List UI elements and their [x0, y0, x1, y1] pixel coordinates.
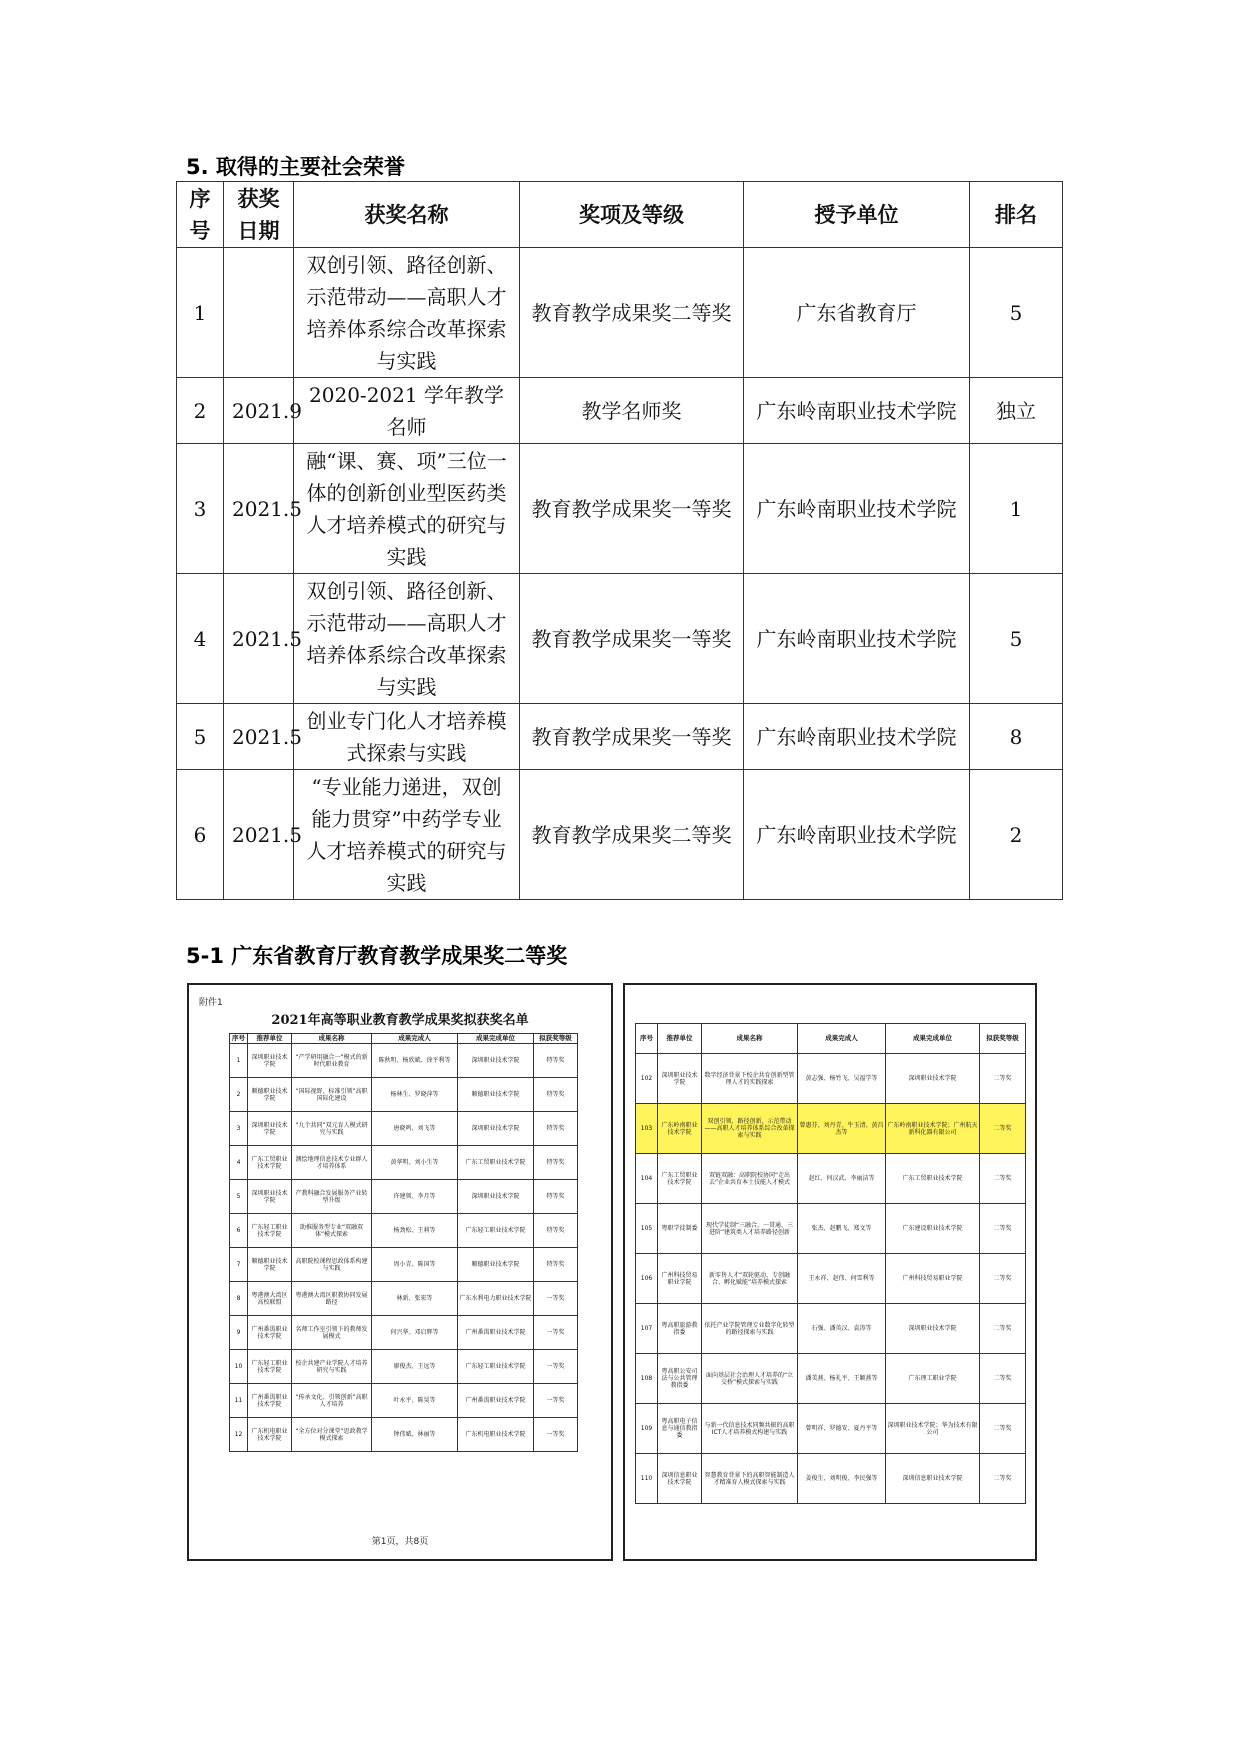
list-item [230, 1214, 578, 1248]
list-item [636, 1454, 1026, 1504]
cell-name: “专业能力递进，双创能力贯穿”中药学专业人才培养模式的研究与实践 [294, 770, 520, 900]
mini-cell-no: 110 [636, 1454, 658, 1504]
mini-cell-name: 双创引领、路径创新、示范带动——高职人才培养体系综合改革探索与实践 [702, 1104, 798, 1154]
mini-cell-people: 叶永平、陈昊等 [372, 1384, 458, 1418]
mini-cell-org: 深圳职业技术学院；华为技术有限公司 [886, 1404, 980, 1454]
mini-cell-people: 陈秋明、杨欣斌、徐平利等 [372, 1044, 458, 1078]
mini-cell-level: 特等奖 [534, 1146, 578, 1180]
cell-rank: 5 [970, 248, 1063, 378]
mini-cell-name: “国际视野、标准引领”高职国际化建设 [292, 1078, 372, 1112]
mini-cell-unit: 粤高职旅游教指委 [658, 1304, 702, 1354]
cell-rank: 2 [970, 770, 1063, 900]
mini-cell-no: 5 [230, 1180, 248, 1214]
mini-cell-org: 深圳职业技术学院 [886, 1054, 980, 1104]
list-item [230, 1384, 578, 1418]
mini-cell-org: 顺德职业技术学院 [458, 1248, 534, 1282]
cell-date: 2021.5 [224, 770, 294, 900]
mini-cell-unit: 顺德职业技术学院 [248, 1078, 292, 1112]
list-item [636, 1204, 1026, 1254]
list-item [636, 1254, 1026, 1304]
mini-cell-name: 粤港澳大湾区职教协同发展路径 [292, 1282, 372, 1316]
mini-cell-unit: 粤高职公安司法与公共管理教指委 [658, 1354, 702, 1404]
mini-cell-name: 智慧教育背景下的高职智能制造人才精准育人模式探索与实践 [702, 1454, 798, 1504]
cell-level: 教育教学成果奖一等奖 [520, 574, 744, 704]
cell-name: 双创引领、路径创新、示范带动——高职人才培养体系综合改革探索与实践 [294, 248, 520, 378]
table-row [177, 770, 1063, 900]
mini-cell-level: 特等奖 [534, 1248, 578, 1282]
mini-cell-name: 助推服务型专业“双融双体”模式探索 [292, 1214, 372, 1248]
mini-cell-unit: 粤职学徒制委 [658, 1204, 702, 1254]
right-col-unit: 推荐单位 [658, 1024, 702, 1054]
mini-cell-unit: 粤港澳大湾区高校联盟 [248, 1282, 292, 1316]
mini-cell-no: 108 [636, 1354, 658, 1404]
mini-cell-unit: 深圳职业技术学院 [658, 1054, 702, 1104]
mini-cell-people: 姜俊生、刘明俊、李民强等 [798, 1454, 886, 1504]
right-col-name: 成果名称 [702, 1024, 798, 1054]
mini-cell-org: 深圳职业技术学院 [458, 1180, 534, 1214]
mini-cell-no: 104 [636, 1154, 658, 1204]
right-document-image [623, 983, 1037, 1561]
cell-unit: 广东岭南职业技术学院 [744, 704, 970, 770]
mini-cell-name: “产学研用融合一”模式的新时代职业教育 [292, 1044, 372, 1078]
section-title: 5. 取得的主要社会荣誉 [186, 155, 405, 179]
list-item [230, 1248, 578, 1282]
mini-cell-unit: 顺德职业技术学院 [248, 1248, 292, 1282]
mini-cell-people: 曾惠芬、刘丹青、牛玉清、黄昌杰等 [798, 1104, 886, 1154]
cell-rank: 5 [970, 574, 1063, 704]
table-row [177, 378, 1063, 444]
cell-unit: 广东岭南职业技术学院 [744, 770, 970, 900]
mini-cell-name: 新零售人才“双轮驱动、专创融合、孵化赋能”培养模式探索 [702, 1254, 798, 1304]
col-header-unit: 授予单位 [744, 182, 970, 248]
mini-cell-level: 特等奖 [534, 1078, 578, 1112]
mini-cell-level: 一等奖 [534, 1384, 578, 1418]
mini-cell-org: 广州番禺职业技术学院 [458, 1384, 534, 1418]
cell-unit: 广东省教育厅 [744, 248, 970, 378]
cell-unit: 广东岭南职业技术学院 [744, 378, 970, 444]
mini-cell-level: 特等奖 [534, 1112, 578, 1146]
mini-cell-name: 数字经济背景下校企共育创新型管理人才的实践探索 [702, 1054, 798, 1104]
list-item [230, 1282, 578, 1316]
cell-unit: 广东岭南职业技术学院 [744, 574, 970, 704]
left-col-people: 成果完成人 [372, 1034, 458, 1044]
mini-cell-unit: 广东轻工职业技术学院 [248, 1214, 292, 1248]
cell-date: 2021.9 [224, 378, 294, 444]
mini-cell-level: 一等奖 [534, 1418, 578, 1452]
mini-cell-org: 深圳职业技术学院 [458, 1044, 534, 1078]
cell-name: 双创引领、路径创新、示范带动——高职人才培养体系综合改革探索与实践 [294, 574, 520, 704]
left-document-image [187, 983, 613, 1561]
list-item [636, 1154, 1026, 1204]
honors-table [176, 181, 1063, 900]
table-row [177, 704, 1063, 770]
mini-cell-people: 周小青、陈国等 [372, 1248, 458, 1282]
mini-cell-name: 名师工作室引领下的教师发展模式 [292, 1316, 372, 1350]
col-header-rank: 排名 [970, 182, 1063, 248]
mini-cell-org: 广东水利电力职业技术学院 [458, 1282, 534, 1316]
mini-cell-level: 二等奖 [980, 1304, 1026, 1354]
cell-level: 教育教学成果奖二等奖 [520, 770, 744, 900]
mini-cell-unit: 广东轻工职业技术学院 [248, 1350, 292, 1384]
mini-cell-level: 特等奖 [534, 1180, 578, 1214]
mini-cell-no: 107 [636, 1304, 658, 1354]
cell-no: 6 [177, 770, 224, 900]
left-col-org: 成果完成单位 [458, 1034, 534, 1044]
mini-cell-org: 广东机电职业技术学院 [458, 1418, 534, 1452]
col-header-no: 序号 [177, 182, 224, 248]
mini-cell-org: 深圳信息职业技术学院 [886, 1454, 980, 1504]
mini-cell-name: 测绘地理信息技术专业群人才培养体系 [292, 1146, 372, 1180]
mini-cell-people: 廖俊杰、王远等 [372, 1350, 458, 1384]
cell-date [224, 248, 294, 378]
honors-header-row [177, 182, 1063, 248]
list-item [230, 1044, 578, 1078]
cell-rank: 独立 [970, 378, 1063, 444]
col-header-date: 获奖日期 [224, 182, 294, 248]
mini-cell-unit: 深圳信息职业技术学院 [658, 1454, 702, 1504]
mini-cell-people: 赵红、何汉武、李丽洁等 [798, 1154, 886, 1204]
list-item [230, 1146, 578, 1180]
list-item [636, 1054, 1026, 1104]
right-col-no: 序号 [636, 1024, 658, 1054]
mini-cell-level: 二等奖 [980, 1054, 1026, 1104]
mini-cell-people: 唐晓鸣、刘飞等 [372, 1112, 458, 1146]
mini-cell-no: 4 [230, 1146, 248, 1180]
col-header-level: 奖项及等级 [520, 182, 744, 248]
subsection-title: 5-1 广东省教育厅教育教学成果奖二等奖 [186, 944, 568, 968]
mini-cell-level: 特等奖 [534, 1214, 578, 1248]
mini-cell-people: 钟伟斌、林丽等 [372, 1418, 458, 1452]
mini-cell-no: 8 [230, 1282, 248, 1316]
mini-cell-name: “九个共同”双元育人模式研究与实践 [292, 1112, 372, 1146]
mini-cell-level: 特等奖 [534, 1044, 578, 1078]
mini-cell-unit: 广东工贸职业技术学院 [248, 1146, 292, 1180]
mini-cell-people: 黄华明、刘小生等 [372, 1146, 458, 1180]
mini-cell-people: 潘美燕、杨礼平、王颖燕等 [798, 1354, 886, 1404]
mini-cell-name: “传承文化、引领创新”高职人才培养 [292, 1384, 372, 1418]
page-footer: 第1页，共8页 [371, 1537, 429, 1547]
cell-level: 教育教学成果奖一等奖 [520, 704, 744, 770]
mini-cell-no: 2 [230, 1078, 248, 1112]
mini-cell-unit: 广东机电职业技术学院 [248, 1418, 292, 1452]
left-col-name: 成果名称 [292, 1034, 372, 1044]
list-item [230, 1418, 578, 1452]
mini-cell-people: 何兴华、邓启辉等 [372, 1316, 458, 1350]
mini-cell-people: 许建领、李月等 [372, 1180, 458, 1214]
table-row [177, 444, 1063, 574]
list-item [230, 1078, 578, 1112]
cell-level: 教育教学成果奖一等奖 [520, 444, 744, 574]
left-col-unit: 推荐单位 [248, 1034, 292, 1044]
mini-cell-org: 广州番禺职业技术学院 [458, 1316, 534, 1350]
mini-cell-level: 一等奖 [534, 1282, 578, 1316]
mini-cell-people: 杨林生、罗晓萍等 [372, 1078, 458, 1112]
cell-no: 3 [177, 444, 224, 574]
cell-level: 教学名师奖 [520, 378, 744, 444]
mini-cell-org: 顺德职业技术学院 [458, 1078, 534, 1112]
mini-cell-name: 面向基层社会治理人才培养的“立交桥”模式探索与实践 [702, 1354, 798, 1404]
mini-cell-level: 二等奖 [980, 1154, 1026, 1204]
mini-cell-org: 广东轻工职业技术学院 [458, 1214, 534, 1248]
list-item [230, 1316, 578, 1350]
mini-cell-org: 广东工贸职业技术学院 [458, 1146, 534, 1180]
list-item [230, 1112, 578, 1146]
mini-cell-unit: 广东工贸职业技术学院 [658, 1154, 702, 1204]
mini-cell-no: 12 [230, 1418, 248, 1452]
table-row [177, 248, 1063, 378]
cell-rank: 8 [970, 704, 1063, 770]
cell-no: 1 [177, 248, 224, 378]
mini-cell-level: 一等奖 [534, 1316, 578, 1350]
right-col-people: 成果完成人 [798, 1024, 886, 1054]
right-doc-table [635, 1023, 1026, 1504]
mini-cell-unit: 粤高职电子信息与通信教指委 [658, 1404, 702, 1454]
left-doc-title: 2021年高等职业教育教学成果奖拟获奖名单 [271, 1013, 529, 1028]
mini-cell-org: 广东建设职业技术学院 [886, 1204, 980, 1254]
cell-name: 创业专门化人才培养模式探索与实践 [294, 704, 520, 770]
mini-cell-no: 11 [230, 1384, 248, 1418]
col-header-name: 获奖名称 [294, 182, 520, 248]
cell-no: 4 [177, 574, 224, 704]
cell-rank: 1 [970, 444, 1063, 574]
mini-cell-people: 曾明祥、罗德安、夏丹平等 [798, 1404, 886, 1454]
mini-cell-unit: 深圳职业技术学院 [248, 1112, 292, 1146]
cell-name: 2020-2021 学年教学名师 [294, 378, 520, 444]
mini-cell-name: 与新一代信息技术同频共振的高职ICT人才培养模式构建与实践 [702, 1404, 798, 1454]
cell-name: 融“课、赛、项”三位一体的创新创业型医药类人才培养模式的研究与实践 [294, 444, 520, 574]
mini-cell-no: 7 [230, 1248, 248, 1282]
mini-cell-no: 102 [636, 1054, 658, 1104]
mini-cell-no: 9 [230, 1316, 248, 1350]
cell-level: 教育教学成果奖二等奖 [520, 248, 744, 378]
left-col-level: 拟获奖等级 [534, 1034, 578, 1044]
mini-cell-org: 深圳职业技术学院 [458, 1112, 534, 1146]
mini-cell-level: 一等奖 [534, 1350, 578, 1384]
list-item [636, 1104, 1026, 1154]
mini-cell-unit: 深圳职业技术学院 [248, 1180, 292, 1214]
mini-cell-no: 103 [636, 1104, 658, 1154]
cell-unit: 广东岭南职业技术学院 [744, 444, 970, 574]
table-row [177, 574, 1063, 704]
mini-cell-name: 依托产业学院管理专业数字化转型的路径探索与实践 [702, 1304, 798, 1354]
right-col-org: 成果完成单位 [886, 1024, 980, 1054]
list-item [230, 1350, 578, 1384]
mini-cell-people: 黄志强、杨竹飞、吴福学等 [798, 1054, 886, 1104]
mini-cell-level: 二等奖 [980, 1104, 1026, 1154]
mini-cell-level: 二等奖 [980, 1354, 1026, 1404]
mini-cell-name: 产教科融合发展服务产业转型升级 [292, 1180, 372, 1214]
mini-cell-no: 1 [230, 1044, 248, 1078]
left-doc-table [229, 1033, 578, 1452]
cell-date: 2021.5 [224, 704, 294, 770]
mini-cell-level: 二等奖 [980, 1204, 1026, 1254]
mini-cell-org: 广州科技贸易职业学院 [886, 1254, 980, 1304]
attachment-label: 附件1 [199, 998, 223, 1008]
mini-cell-people: 杨劲松、王莉等 [372, 1214, 458, 1248]
mini-cell-org: 广东岭南职业技术学院；广州航天新科化器有限公司 [886, 1104, 980, 1154]
cell-date: 2021.5 [224, 444, 294, 574]
mini-cell-name: 双链双融：高职院校协同“走出去”企业共育本土技能人才模式 [702, 1154, 798, 1204]
mini-cell-people: 石强、潘英汉、袁涛等 [798, 1304, 886, 1354]
mini-cell-people: 王永祥、赵伟、何雪利等 [798, 1254, 886, 1304]
mini-cell-no: 6 [230, 1214, 248, 1248]
mini-cell-level: 二等奖 [980, 1454, 1026, 1504]
cell-date: 2021.5 [224, 574, 294, 704]
mini-cell-no: 109 [636, 1404, 658, 1454]
mini-cell-no: 105 [636, 1204, 658, 1254]
left-col-no: 序号 [230, 1034, 248, 1044]
mini-cell-unit: 广州番禺职业技术学院 [248, 1316, 292, 1350]
mini-cell-level: 二等奖 [980, 1254, 1026, 1304]
mini-cell-people: 张杰、赵鹏飞、郑文等 [798, 1204, 886, 1254]
list-item [636, 1354, 1026, 1404]
mini-cell-unit: 广东岭南职业技术学院 [658, 1104, 702, 1154]
mini-cell-name: 高职院校课程思政体系构建与实践 [292, 1248, 372, 1282]
list-item [636, 1404, 1026, 1454]
mini-cell-unit: 广州番禺职业技术学院 [248, 1384, 292, 1418]
list-item [230, 1180, 578, 1214]
mini-cell-name: 现代学徒制“三融合、一贯通、三进阶”建筑类人才培养路径创新 [702, 1204, 798, 1254]
list-item [636, 1304, 1026, 1354]
mini-cell-org: 深圳职业技术学院 [886, 1304, 980, 1354]
mini-cell-people: 林新、张宏等 [372, 1282, 458, 1316]
mini-cell-no: 3 [230, 1112, 248, 1146]
mini-cell-org: 广东轻工职业技术学院 [458, 1350, 534, 1384]
mini-cell-org: 广东工贸职业技术学院 [886, 1154, 980, 1204]
mini-cell-unit: 广州科技贸易职业学院 [658, 1254, 702, 1304]
cell-no: 5 [177, 704, 224, 770]
mini-cell-unit: 深圳职业技术学院 [248, 1044, 292, 1078]
mini-cell-name: “全方位对分课堂”思政教学模式探索 [292, 1418, 372, 1452]
mini-cell-no: 106 [636, 1254, 658, 1304]
mini-cell-org: 广东理工职业学院 [886, 1354, 980, 1404]
mini-cell-name: 校企共建产业学院人才培养研究与实践 [292, 1350, 372, 1384]
right-col-level: 拟获奖等级 [980, 1024, 1026, 1054]
mini-cell-no: 10 [230, 1350, 248, 1384]
cell-no: 2 [177, 378, 224, 444]
mini-cell-level: 二等奖 [980, 1404, 1026, 1454]
